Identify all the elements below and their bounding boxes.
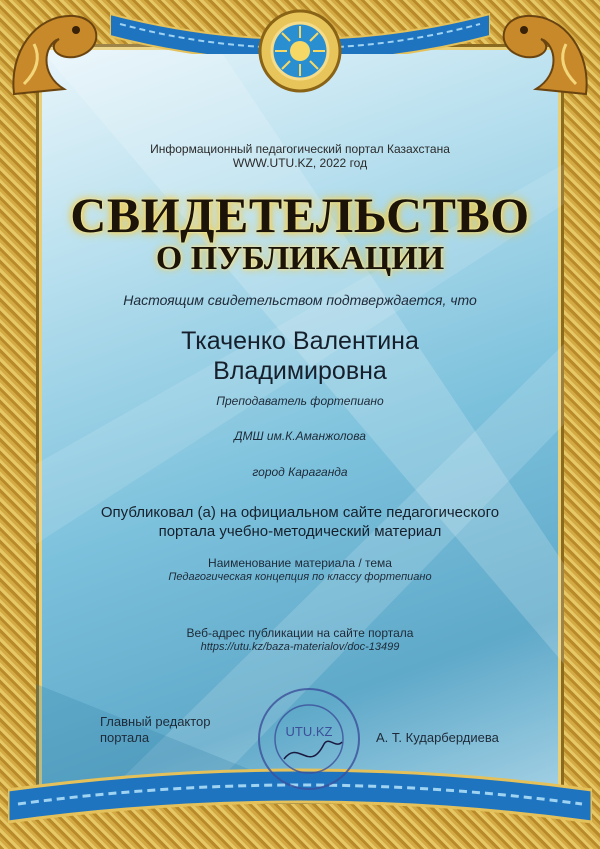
- portal-stamp-seal: [254, 684, 364, 794]
- publication-url: https://utu.kz/baza-materialov/doc-13499: [200, 641, 400, 653]
- confirmation-text: Настоящим свидетельством подтверждается, что: [123, 292, 477, 308]
- material-title: Педагогическая концепция по классу фортепиано: [168, 571, 432, 583]
- certificate-title: СВИДЕТЕЛЬСТВО: [70, 187, 530, 243]
- recipient-school: ДМШ им.К.Аманжолова: [234, 429, 366, 443]
- certificate-content: [36, 44, 564, 804]
- portal-name: Информационный педагогический портал Казахстана: [150, 142, 450, 156]
- publication-statement-line1: Опубликовал (а) на официальном сайте педагогического: [100, 504, 500, 521]
- editor-title-line2: портала: [100, 730, 150, 745]
- editor-title-line1: Главный редактор: [100, 714, 211, 729]
- recipient-position: Преподаватель фортепиано: [216, 394, 384, 408]
- recipient-name-line2: Владимировна: [213, 357, 387, 385]
- portal-site-year: WWW.UTU.KZ, 2022 год: [232, 156, 368, 170]
- certificate-subtitle: О ПУБЛИКАЦИИ: [155, 240, 445, 277]
- recipient-name-line1: Ткаченко Валентина: [181, 327, 419, 355]
- stamp-center-text: UTU.KZ: [285, 724, 333, 739]
- editor-title: [100, 714, 211, 746]
- recipient-city: город Караганда: [252, 465, 348, 479]
- signer-name: А. Т. Кударбердиева: [376, 730, 499, 745]
- material-label: Наименование материала / тема: [208, 556, 392, 570]
- publication-statement-line2: портала учебно-методический материал: [158, 523, 442, 540]
- publication-url-label: Веб-адрес публикации на сайте портала: [186, 626, 414, 640]
